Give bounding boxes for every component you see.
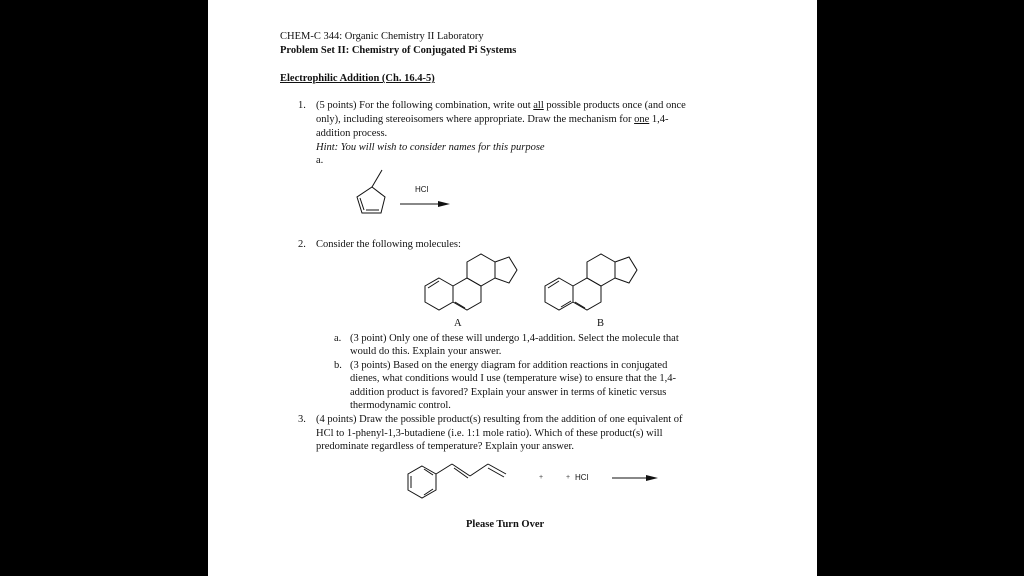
q1-line1-b: all — [533, 100, 544, 111]
label-b: B — [597, 318, 605, 329]
q1-line3: addition process. — [316, 128, 388, 139]
steroid-b-structure — [533, 248, 651, 320]
q1-reaction-arrow — [398, 198, 454, 210]
q2-a-line1: (3 point) Only one of these will undergo 1,4-addition. Select the molecule that — [350, 333, 679, 344]
steroid-a-structure — [413, 248, 531, 320]
methylcyclopentadiene-structure — [348, 166, 398, 226]
q3-line1: (4 points) Draw the possible product(s) resulting from the addition of one equivalent of — [316, 414, 683, 425]
q2-text: Consider the following molecules: — [316, 239, 461, 250]
q2-b-line1: (3 points) Based on the energy diagram for addition reactions in conjugated — [350, 360, 668, 371]
q3-reaction-arrow — [610, 472, 662, 484]
phenylbutadiene-structure — [402, 454, 520, 504]
section-heading: Electrophilic Addition (Ch. 16.4-5) — [280, 73, 435, 84]
q1-line1-c: possible products once (and once — [543, 100, 686, 111]
q2-b-number: b. — [334, 360, 342, 371]
q2-number: 2. — [298, 239, 306, 250]
q3-number: 3. — [298, 414, 306, 425]
q3-line2: HCl to 1-phenyl-1,3-butadiene (i.e. 1:1 mole ratio). Which of these product(s) will — [316, 428, 663, 439]
q3-line3: predominate regardless of temperature? Explain your answer. — [316, 441, 575, 452]
footer-turn-over: Please Turn Over — [466, 519, 545, 530]
q1-part-a: a. — [316, 155, 324, 166]
q2-b-line4: thermodynamic control. — [350, 400, 451, 411]
q1-line2-a: only), including stereoisomers where appropriate. Draw the mechanism for — [316, 114, 635, 125]
q1-number: 1. — [298, 100, 306, 111]
q2-a-line2: would do this. Explain your answer. — [350, 346, 502, 357]
q3-reagent: HCl — [575, 473, 589, 482]
q1-line1-a: (5 points) For the following combination, write out — [316, 100, 534, 111]
q1-line2-c: 1,4- — [649, 114, 669, 125]
q3-plus-1: + — [539, 474, 544, 481]
q1-reagent: HCl — [415, 185, 429, 194]
q2-b-line3: addition product is favored? Explain your answer in terms of kinetic versus — [350, 387, 667, 398]
q2-a-number: a. — [334, 333, 342, 344]
q1-line2-b: one — [634, 114, 650, 125]
q2-b-line2: dienes, what conditions would I use (temperature wise) to ensure that the 1,4- — [350, 373, 676, 384]
q1-line1 — [316, 100, 686, 112]
q3-plus-2: + — [566, 474, 571, 481]
problem-set-title: Problem Set II: Chemistry of Conjugated Pi Systems — [280, 45, 517, 56]
q1-hint: Hint: You will wish to consider names for this purpose — [316, 142, 545, 153]
course-title: CHEM-C 344: Organic Chemistry II Laboratory — [280, 31, 484, 42]
label-a: A — [454, 318, 462, 329]
q1-line2 — [316, 114, 669, 126]
document-page — [208, 0, 817, 576]
